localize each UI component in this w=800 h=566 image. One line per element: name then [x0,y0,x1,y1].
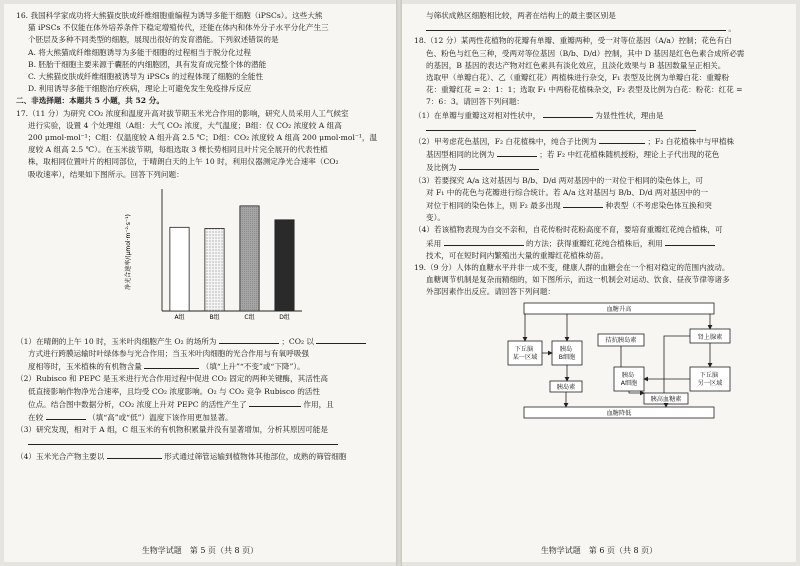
question-18 [414,35,786,262]
label-line: 下丘脑 [699,371,719,379]
q17-sub4-continued [414,10,786,22]
label-line: 某一区域 [512,353,538,361]
q17-sub3-line1: （3）研究发现，相对于 A 组，C 组玉米的有机物积累量并没有显著增加，分析其原因可能是 [16,425,328,435]
bar-3 [240,206,259,311]
x-tick-label: D组 [279,313,290,321]
q18-sub2-text-e: 及比例为 [426,163,457,173]
q18-sub3-line3 [414,199,786,212]
q18-sub3-text-b: 种表型（不考虑染色体互换和突 [605,201,712,211]
q18-sub1-line2 [414,122,786,135]
q17-line: 17.（11 分）为研究 CO₂ 浓度和温度升高对拔节期玉米光合作用的影响，研究人员采用人工气候室 [16,108,349,118]
q17-sub4-line1 [16,450,386,463]
q18-sub1-text-a: （1）在单瓣与重瓣这对相对性状中， [414,110,541,120]
q17-sub4-answer-line [414,22,786,35]
q18-sub2-text-c: 基因型相同的比例为 [426,150,495,160]
q18-sub3-line2: 对 F₁ 中的花色与花瓣进行综合统计。若 A/a 这对基因与 B/b、D/d 两对基因中的一 [426,187,709,197]
glucose-regulation-svg [504,301,734,421]
islet-a-box [614,367,644,391]
answer-blank[interactable] [144,360,199,369]
q17-sub2-line3 [16,398,386,411]
q17-sub4-text-b: 形式通过筛管运输到植物体其他部位，成熟的筛管细胞 [164,451,347,461]
q18-line: 7：6：3。请回答下列问题： [426,97,525,107]
page-6-footer: 生物学试题 第 6 页（共 8 页） [540,545,658,555]
answer-blank[interactable] [46,411,86,420]
q18-sub4-text-a: 采用 [426,238,442,248]
bar-4 [275,220,294,311]
q18-line: 18.（12 分）某两性花植物的花瓣有单瓣、重瓣两种，受一对等位基因（A/a）控制；花色有白 [414,36,732,46]
answer-blank[interactable] [249,398,301,407]
x-tick-label: C组 [244,313,255,321]
q19-line: 19.（9 分）人体的血糖水平并非一成不变，健康人群的血糖会在一个相对稳定的范围内波动。 [414,263,730,273]
page-5 [4,4,396,562]
diagram-insulin: 胰岛素 [556,383,576,391]
q17-sub1-text: （1）在晴朗的上午 10 时，玉米叶肉细胞产生 O₂ 的场所为 [16,336,217,346]
q17-sub2-text-a: 位点。结合图中数据分析，CO₂ 浓度上升对 PEPC 的活性产生了 [28,399,247,409]
q18-sub2-line1 [414,135,786,148]
question-19 [414,262,786,299]
q18-sub3-line4: 变）。 [426,213,445,223]
q17-sub1-text-b: ；CO₂ 以 [281,336,315,346]
hypothalamus-right-box [690,367,730,391]
q17-sub1-line2: 方式进行跨膜运输时叶绿体参与光合作用；当玉米叶肉细胞的光合作用与有氧呼吸强 [28,349,309,359]
q17-line: 吸收速率），结果如下图所示。回答下列问题： [28,169,184,179]
answer-blank[interactable] [107,450,162,459]
label-line: B细胞 [558,353,576,361]
q17-sub2-line4 [16,411,386,424]
bar-2 [205,228,224,311]
diagram-antagonist: 拮抗胰岛素 [605,336,637,344]
answer-blank[interactable] [28,436,338,445]
question-16 [16,10,386,95]
islet-b-box [552,341,582,365]
q18-sub2-line3 [414,161,786,174]
q16-option-c: C. 大熊猫皮肤成纤维细胞被诱导为 iPSCs 的过程体现了细胞的全能性 [28,72,264,82]
q19-line: 血糖调节机制是复杂而精细的，如下图所示，而这一机制会对运动、饮食、昼夜节律等诸多 [426,275,730,285]
bar-chart-svg [116,183,316,333]
q17-sub4-text-c: 与筛状成熟区细胞相比较，两者在结构上的最主要区别是 [426,11,616,20]
answer-blank[interactable] [426,122,696,131]
diagram-glucagon: 胰高血糖素 [650,395,682,403]
blood-glucose-diagram [504,301,734,421]
period-mark: 。 [728,24,737,34]
q17-line: 度较 A 组高 2.5 ℃）。在玉米拔节期，每组选取 3 棵长势相同且叶片完全展开的代表性植 [28,145,328,155]
q18-sub4-line2 [414,237,786,250]
q18-sub1-text-b: 为显性性状，理由是 [595,110,664,120]
q16-option-d: D. 利用诱导多能干细胞治疗疾病，理论上可避免发生免疫排斥反应 [28,84,252,94]
bar-1 [170,227,189,311]
q18-sub4-text-b: 的方法；获得重瓣红花纯合植株后，利用 [526,238,663,248]
question-17-subquestions [16,335,386,463]
q17-line: 进行实验，设置 4 个处理组（A组：大气 CO₂ 浓度，大气温度；B组：仅 CO₂ 浓度较 A 组高 [28,120,342,130]
q17-sub2-line1: （2）Rubisco 和 PEPC 是玉米进行光合作用过程中促进 CO₂ 固定的两种关键酶，其活性高 [16,374,328,384]
q18-sub3-line1: （3）若要探究 A/a 这对基因与 B/b、D/d 两对基因中的一对位于相同的染色体上，可 [414,175,703,185]
answer-blank[interactable] [316,335,366,344]
q17-sub1-line3 [16,360,386,373]
section-2-heading: 二、非选择题：本题共 5 小题，共 52 分。 [16,96,164,106]
answer-blank[interactable] [219,335,279,344]
answer-blank[interactable] [459,161,539,170]
page-6 [402,4,796,562]
q17-sub1-text-d: （填“上升”“不变”或“下降”）。 [201,362,305,372]
answer-blank[interactable] [497,148,537,157]
hypothalamus-left-box [508,341,542,365]
q18-sub4-line3: 技术，可在短时间内繁殖出大量的重瓣红花植株幼苗。 [426,250,609,260]
q16-line: 猫 iPSCs 不仅能在体外培养条件下稳定增殖传代，还能在体内和体外分子水平分化产生三 [28,23,329,33]
page-5-footer: 生物学试题 第 5 页（共 8 页） [141,545,259,555]
diagram-adrenal: 肾上腺素 [697,333,723,341]
diagram-glucose-fall: 血糖降低 [606,409,632,417]
q18-line: 的基因，B 基因的表达产物对红色素具有淡化效应，且淡化效果与 B 基因数量呈正相关。 [426,60,726,70]
answer-blank[interactable] [665,237,715,246]
q18-sub4-line1: （4）若该植物表现为自交不亲和，自花传粉时花粉高度不育，要培育重瓣红花纯合植株，可 [414,225,723,235]
q17-sub2-text-c: 在较 [28,413,44,423]
q18-sub1-line1 [414,109,786,122]
q16-option-b: B. 胚胎干细胞主要来源于囊胚的内细胞团，具有发育成完整个体的潜能 [28,59,267,69]
q18-line: 色、粉色与红色三种，受两对等位基因（B/b、D/d）控制，其中 D 基因是红色色素合成所必需 [426,48,745,58]
q16-option-a: A. 将大熊猫成纤维细胞诱导为多能干细胞的过程相当于脱分化过程 [28,47,251,57]
q17-line: 200 μmol·mol⁻¹；C组：仅温度较 A 组升高 2.5 ℃；D组：CO₂ 浓度较 A 组高 200 μmol·mol⁻¹，温 [28,133,378,143]
y-axis-label: 净光合速率/(μmol·m⁻²·s⁻¹) [125,214,132,290]
q17-sub1-line1 [16,335,386,348]
q17-sub2-line2: 低直接影响作物净光合速率，且均受 CO₂ 浓度影响。O₂ 与 CO₂ 竞争 Rubisco 的活性 [28,386,320,396]
label-line: 胰岛 [559,345,573,353]
q18-sub2-line2 [414,148,786,161]
q17-sub3-line2 [16,436,386,449]
q19-line: 外部因素作出反应。请回答下列问题： [426,287,556,297]
label-line: 下丘脑 [514,345,534,353]
q16-line: 个胚层及多种不同类型的细胞，展现出很好的发育潜能。下列叙述错误的是 [28,35,279,45]
answer-blank[interactable] [426,22,726,31]
q18-line: 花：重瓣红花 = 2：1：1；选取 F₁ 中两粉花植株杂交，F₂ 表型及比例为白花：粉花：红花 = [426,85,743,95]
q16-line: 16. 我国科学家成功将大熊猫皮肤成纤维细胞重编程为诱导多能干细胞（iPSCs）。这些大熊 [16,11,323,20]
q17-sub2-text-b: 作用，且 [303,399,334,409]
answer-blank[interactable] [599,135,645,144]
label-line: 另一区域 [697,379,723,387]
q18-sub2-text-b: ；F₂ 白花植株中与甲植株 [647,137,735,147]
answer-blank[interactable] [543,109,593,118]
answer-blank[interactable] [444,237,524,246]
q17-sub2-text-d: （填“高”或“低”）温度下该作用更加显著。 [88,413,233,423]
q17-sub1-text-c: 度相等时，玉米植株的有机物含量 [28,362,142,372]
q18-line: 选取甲（单瓣白花）、乙（重瓣红花）两植株进行杂交，F₁ 表型及比例为单瓣白花：重瓣粉 [426,73,730,83]
x-tick-label: B组 [209,313,220,321]
diagram-glucose-rise: 血糖升高 [606,305,632,313]
q18-sub2-text-a: （2）甲考虑花色基因，F₂ 白花植株中，纯合子比例为 [414,137,597,147]
q18-sub2-text-d: ；若 F₂ 中红花植株随机授粉，理论上子代出现的花色 [539,150,720,160]
question-17 [16,108,386,181]
label-line: 胰岛 [621,371,635,379]
q17-line: 株，取相同位置叶片的相同部位，于晴朗白天的上午 10 时，利用仪器测定净光合速率（CO₂ [28,157,339,167]
q17-sub4-text-a: （4）玉米光合产物主要以 [16,451,105,461]
q18-sub3-text-a: 对位于相同的染色体上，则 F₂ 最多出现 [426,201,561,211]
net-photosynthesis-chart [116,183,316,333]
x-tick-label: A组 [174,313,185,321]
label-line: A细胞 [620,379,638,387]
answer-blank[interactable] [563,199,603,208]
